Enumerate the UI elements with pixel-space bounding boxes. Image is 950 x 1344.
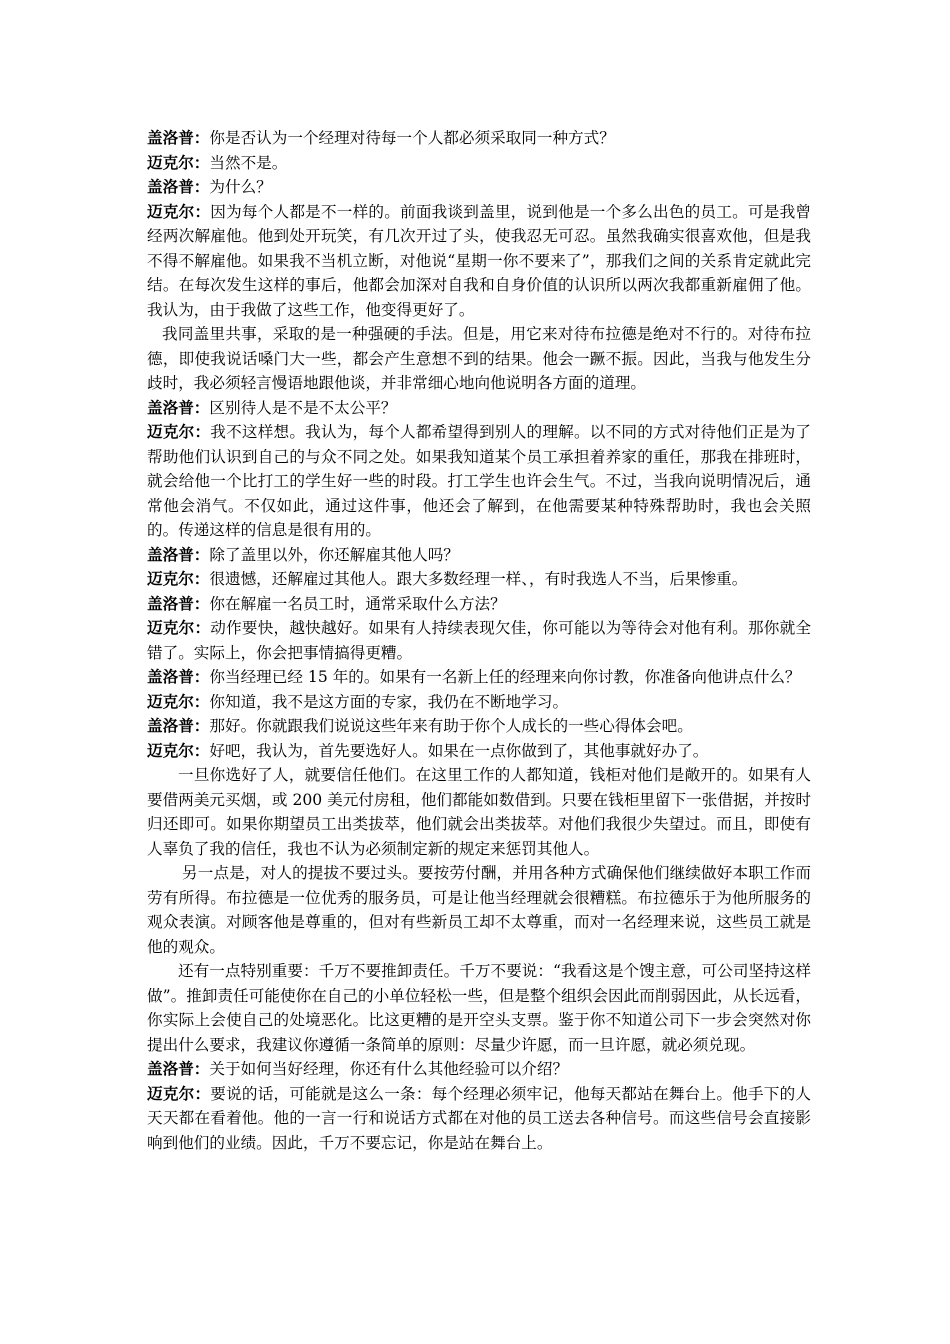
paragraph-text: 很遗憾，还解雇过其他人。跟大多数经理一样、，有时我选人不当，后果惨重。 — [209, 570, 748, 588]
paragraph-text: 你当经理已经 15 年的。如果有一名新上任的经理来向你讨教，你准备向他讲点什么？ — [209, 668, 801, 686]
paragraph-text: 我不这样想。我认为，每个人都希望得到别人的理解。以不同的方式对待他们正是为了帮助他们认识到自己的与众不同之处。如果我知道某个员工承担着养家的重任，那我在排班时，就会给他一个比打工的学生好一些的时段。打工学生也许会生气。不过，当我向说明情况后，通常他会消气。不仅如此，通过这件事，他还会了解到，在他需要某种特殊帮助时，我也会关照的。传递这样的信息是很有用的。 — [147, 423, 811, 539]
paragraph-text: 除了盖里以外，你还解雇其他人吗？ — [209, 545, 459, 564]
dialogue-paragraph — [147, 420, 811, 543]
dialogue-paragraph — [147, 126, 811, 151]
speaker-label: 盖洛普： — [147, 128, 210, 147]
dialogue-paragraph — [147, 1082, 811, 1156]
dialogue-paragraph — [147, 567, 811, 592]
paragraph-text: 那好。你就跟我们说说这些年来有助于你个人成长的一些心得体会吧。 — [209, 717, 693, 735]
speaker-label: 迈克尔： — [147, 422, 211, 441]
dialogue-paragraph — [147, 151, 811, 176]
speaker-label: 盖洛普： — [147, 544, 210, 564]
paragraph-text: 因为每个人都是不一样的。前面我谈到盖里，说到他是一个多么出色的员工。可是我曾经两次解雇他。他到处开玩笑，有几次开过了头，使我忍无可忍。虽然我确实很喜欢他，但是我不得不解雇他。如果我不当机立断，对他说“星期一你不要来了”，那我们之间的关系肯定就此完结。在每次发生这样的事后，他都会加深对自我和自身价值的认识所以两次我都重新雇佣了他。我认为，由于我做了这些工作，他变得更好了。 — [147, 202, 811, 319]
speaker-label: 迈克尔： — [147, 569, 210, 588]
dialogue-paragraph — [147, 665, 811, 690]
dialogue-paragraph — [147, 543, 811, 568]
paragraph-text: 好吧，我认为，首先要选好人。如果在一点你做到了，其他事就好办了。 — [209, 741, 709, 760]
speaker-label: 迈克尔： — [147, 691, 210, 711]
dialogue-paragraph — [147, 200, 811, 323]
dialogue-paragraph — [147, 592, 811, 617]
narrative-paragraph — [147, 959, 811, 1057]
paragraph-text: 关于如何当好经理，你还有什么其他经验可以介绍？ — [209, 1060, 569, 1078]
speaker-label: 盖洛普： — [147, 716, 210, 735]
speaker-label: 迈克尔： — [147, 618, 211, 637]
paragraph-text: 你是否认为一个经理对待每一个人都必须采取同一种方式？ — [209, 129, 615, 147]
paragraph-text: 你知道，我不是这方面的专家，我仍在不断地学习。 — [209, 692, 569, 711]
paragraph-text: 你在解雇一名员工时，通常采取什么方法？ — [209, 594, 506, 613]
dialogue-paragraph — [147, 616, 811, 665]
paragraph-text: 区别待人是不是不太公平？ — [209, 398, 397, 417]
document-page — [147, 126, 811, 1155]
dialogue-paragraph — [147, 690, 811, 715]
speaker-label: 盖洛普： — [147, 667, 210, 686]
speaker-label: 盖洛普： — [147, 177, 210, 196]
dialogue-paragraph — [147, 739, 811, 764]
paragraph-text: 另一点是，对人的提拔不要过头。要按劳付酬，并用各种方式确保他们继续做好本职工作而劳有所得。布拉德是一位优秀的服务员，可是让他当经理就会很糟糕。布拉德乐于为他所服务的观众表演。对顾客他是尊重的，但对有些新员工却不太尊重，而对一名经理来说，这些员工就是他的观众。 — [147, 864, 811, 956]
speaker-label: 迈克尔： — [147, 1083, 211, 1103]
narrative-paragraph — [147, 763, 811, 861]
paragraph-text: 还有一点特别重要：千万不要推卸责任。千万不要说：“我看这是个馊主意，可公司坚持这样做”。推卸责任可能使你在自己的小单位轻松一些，但是整个组织会因此而削弱因此，从长远看，你实际上会使自己的处境恶化。比这更糟的是开空头支票。鉴于你不知道公司下一步会突然对你提出什么要求，我建议你遵循一条简单的原则：尽量少许愿，而一旦许愿，就必须兑现。 — [147, 962, 811, 1054]
speaker-label: 盖洛普： — [147, 593, 210, 613]
paragraph-text: 我同盖里共事，采取的是一种强硬的手法。但是，用它来对待布拉德是绝对不行的。对待布拉德，即使我说话嗓门大一些，都会产生意想不到的结果。他会一蹶不振。因此，当我与他发生分歧时，我必须轻言慢语地跟他谈，并非常细心地向他说明各方面的道理。 — [147, 325, 811, 392]
dialogue-paragraph — [147, 1057, 811, 1082]
dialogue-paragraph — [147, 175, 811, 200]
paragraph-text: 要说的话，可能就是这么一条：每个经理必须牢记，他每天都站在舞台上。他手下的人天天都在看着他。他的一言一行和说话方式都在对他的员工送去各种信号。而这些信号会直接影响到他们的业绩。因此，千万不要忘记，你是站在舞台上。 — [147, 1084, 811, 1152]
speaker-label: 迈克尔： — [147, 201, 211, 221]
dialogue-paragraph — [147, 396, 811, 421]
speaker-label: 迈克尔： — [147, 740, 210, 760]
speaker-label: 盖洛普： — [147, 1059, 210, 1078]
paragraph-text: 一旦你选好了人，就要信任他们。在这里工作的人都知道，钱柜对他们是敞开的。如果有人要借两美元买烟，或 200 美元付房租，他们都能如数借到。只要在钱柜里留下一张借据，并按时归还即可。如果你期望员工出类拔萃，他们就会出类拔萃。对他们我很少失望过。而且，即使有人辜负了我的信任，我也不认为必须制定新的规定来惩罚其他人。 — [147, 766, 811, 858]
paragraph-text: 当然不是。 — [209, 153, 288, 172]
narrative-paragraph — [147, 861, 811, 959]
speaker-label: 迈克尔： — [147, 152, 210, 172]
speaker-label: 盖洛普： — [147, 397, 210, 417]
dialogue-paragraph — [147, 714, 811, 739]
paragraph-text: 为什么？ — [209, 178, 272, 196]
paragraph-text: 动作要快，越快越好。如果有人持续表现欠佳，你可能以为等待会对他有利。那你就全错了。实际上，你会把事情搞得更糟。 — [147, 619, 811, 662]
narrative-paragraph — [147, 322, 811, 396]
